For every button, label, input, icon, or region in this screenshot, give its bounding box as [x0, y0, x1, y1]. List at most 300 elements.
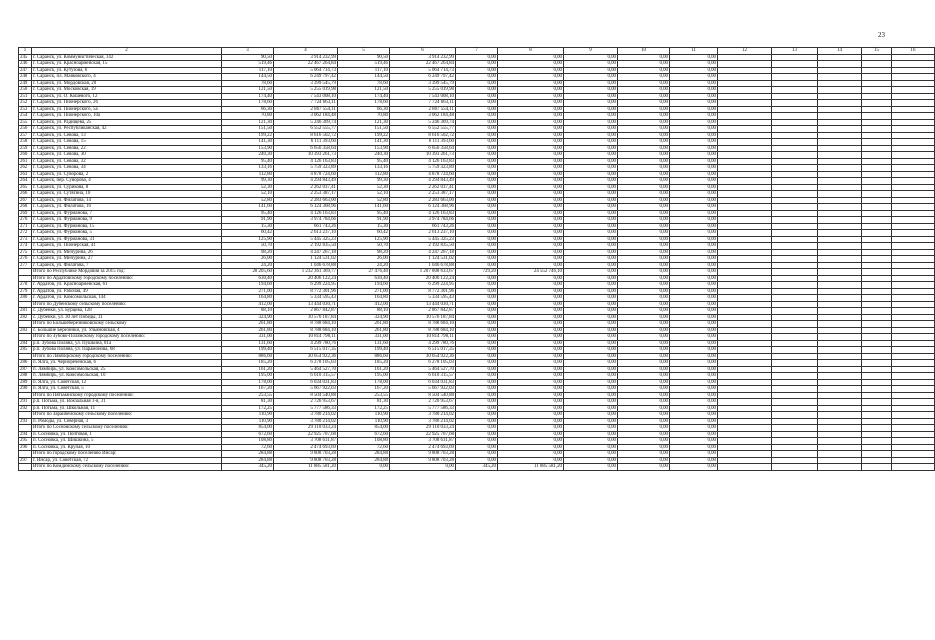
value-cell: 0,00	[670, 217, 718, 224]
value-cell: 0,00	[456, 204, 498, 211]
value-cell: 0,00	[670, 399, 718, 406]
address-cell: г. Саранск, ул. Мичурина, 27	[32, 256, 222, 263]
value-cell: 0,00	[564, 347, 618, 354]
value-cell: 161,20	[222, 366, 274, 373]
value-cell: 0,00	[618, 288, 670, 295]
value-cell: 0,00	[618, 392, 670, 399]
value-cell: 0,00	[498, 360, 564, 367]
value-cell: 0,00	[498, 399, 564, 406]
value-cell: 0,00	[564, 158, 618, 165]
total-label: Итого по Дубенскому сельскому поселению:	[32, 301, 222, 308]
value-cell: 0,00	[618, 223, 670, 230]
row-number: 246	[19, 61, 32, 68]
value-cell: 50,70	[222, 243, 274, 250]
value-cell: 0,00	[498, 425, 564, 432]
value-cell: 271,00	[222, 288, 274, 295]
value-cell: 0,00	[456, 178, 498, 185]
value-cell: 110,90	[222, 418, 274, 425]
value-cell: 0,00	[498, 204, 564, 211]
value-cell: 0,00	[564, 269, 618, 276]
value-cell: 8 788 684,10	[274, 327, 338, 334]
value-cell: 0,00	[564, 314, 618, 321]
value-cell: 0,00	[456, 197, 498, 204]
value-cell: 15,30	[222, 223, 274, 230]
value-cell: 0,00	[498, 106, 564, 113]
value-cell: 4 126 163,83	[390, 158, 456, 165]
value-cell: 0,00	[670, 145, 718, 152]
value-cell: 0,00	[670, 119, 718, 126]
value-cell: 0,00	[618, 158, 670, 165]
value-cell: 0,00	[564, 399, 618, 406]
address-cell: п. Лямбирь, ул. Комсомольская, 25	[32, 366, 222, 373]
value-cell: 0,00	[498, 282, 564, 289]
value-cell: 253,55	[222, 392, 274, 399]
row-number: 245	[19, 54, 32, 61]
value-cell: 6 610 315,57	[390, 373, 456, 380]
value-cell: 0,00	[618, 171, 670, 178]
value-cell: 854,00	[222, 425, 274, 432]
value-cell: 0,00	[670, 347, 718, 354]
value-cell: 5 064 714,73	[390, 67, 456, 74]
value-cell: 90,50	[338, 54, 390, 61]
value-cell: 0,00	[618, 373, 670, 380]
value-cell: 0,00	[498, 223, 564, 230]
value-cell: 0,00	[498, 100, 564, 107]
value-cell: 0,00	[498, 243, 564, 250]
value-cell: 2 192 835,50	[274, 243, 338, 250]
value-cell: 0,00	[618, 126, 670, 133]
value-cell: 52,10	[338, 191, 390, 198]
address-cell: г. Саранск, ул. Пионерского, 5а	[32, 106, 222, 113]
value-cell: 0,00	[670, 262, 718, 269]
value-cell: 0,00	[456, 210, 498, 217]
value-cell: 0,00	[618, 366, 670, 373]
column-header: 3	[222, 48, 274, 55]
value-cell: 0,00	[670, 438, 718, 445]
value-cell: 672,60	[338, 431, 390, 438]
value-cell: 0,00	[456, 308, 498, 315]
value-cell: 0,00	[670, 197, 718, 204]
value-cell: 0,00	[618, 67, 670, 74]
address-cell: г. Саранск, пл. Маяковского, 4	[32, 74, 222, 81]
value-cell: 0,00	[456, 288, 498, 295]
value-cell: 0,00	[670, 360, 718, 367]
value-cell: 0,00	[564, 425, 618, 432]
value-cell: 0,00	[498, 184, 564, 191]
value-cell: 0,00	[670, 74, 718, 81]
address-cell: г. Саранск, ул. Севова, 22	[32, 145, 222, 152]
value-cell: 0,00	[456, 184, 498, 191]
value-cell: 261,80	[338, 321, 390, 328]
row-number: 270	[19, 217, 32, 224]
value-cell: 0,00	[456, 314, 498, 321]
row-number: 289	[19, 379, 32, 386]
value-cell: 178,60	[338, 100, 390, 107]
row-number: 287	[19, 366, 32, 373]
value-cell: 20 406 122,24	[390, 275, 456, 282]
row-number: 250	[19, 87, 32, 94]
row-number: 295	[19, 438, 32, 445]
value-cell: 0,00	[618, 425, 670, 432]
value-cell: 1 046 678,88	[390, 262, 456, 269]
value-cell: 324,90	[338, 314, 390, 321]
value-cell: 0,00	[670, 275, 718, 282]
value-cell: 2 253 387,17	[390, 191, 456, 198]
value-cell: 0,00	[498, 347, 564, 354]
value-cell: 0,00	[564, 418, 618, 425]
value-cell: 3 914 232,99	[390, 54, 456, 61]
value-cell: 195,00	[338, 373, 390, 380]
value-cell: 0,00	[670, 230, 718, 237]
value-cell: 0,00	[456, 457, 498, 464]
value-cell: 121,50	[222, 87, 274, 94]
value-cell: 2 726 953,67	[390, 399, 456, 406]
column-header: 9	[564, 48, 618, 55]
value-cell: 10 576 187,84	[274, 314, 338, 321]
value-cell: 0,00	[498, 54, 564, 61]
value-cell: 0,00	[564, 145, 618, 152]
value-cell: 0,00	[618, 61, 670, 68]
value-cell: 0,00	[670, 314, 718, 321]
column-header: 4	[274, 48, 338, 55]
address-cell: п. Лямбирь, ул. Комсомольская, 10	[32, 373, 222, 380]
total-label: Итого по Комдинскому сельскому поселению:	[32, 464, 222, 471]
address-cell: г. Ардатов, ул. Красноармейская, 61	[32, 282, 222, 289]
value-cell: 153,90	[222, 145, 274, 152]
row-number: 268	[19, 204, 32, 211]
row-number: 259	[19, 145, 32, 152]
value-cell: 195,00	[222, 373, 274, 380]
value-cell: 0,00	[564, 178, 618, 185]
value-cell: 72,60	[222, 444, 274, 451]
value-cell: 0,00	[498, 93, 564, 100]
value-cell: 0,00	[456, 321, 498, 328]
value-cell: 0,00	[618, 165, 670, 172]
value-cell: 144,50	[222, 74, 274, 81]
value-cell: 0,00	[564, 327, 618, 334]
value-cell: 0,00	[498, 145, 564, 152]
value-cell: 20 406 122,24	[274, 275, 338, 282]
value-cell: 0,00	[498, 217, 564, 224]
value-cell: 0,00	[670, 301, 718, 308]
address-cell: р.п. Потьма, ул. Школьная, 11	[32, 405, 222, 412]
value-cell: 0,00	[456, 243, 498, 250]
value-cell: 5 246 369,74	[390, 119, 456, 126]
value-cell: 125,90	[338, 236, 390, 243]
value-cell: 2 613 237,10	[390, 230, 456, 237]
row-number: 281	[19, 308, 32, 315]
value-cell: 3 780 214,02	[390, 412, 456, 419]
value-cell: 0,00	[498, 87, 564, 94]
value-cell: 2 867 554,11	[390, 106, 456, 113]
value-cell: 0,00	[618, 178, 670, 185]
value-cell: 0,00	[670, 210, 718, 217]
address-cell: г. Саранск, ул. Суворова, 2	[32, 171, 222, 178]
row-number: 262	[19, 165, 32, 172]
value-cell: 141,60	[338, 204, 390, 211]
value-cell: 0,00	[498, 80, 564, 87]
value-cell: 0,00	[456, 223, 498, 230]
value-cell: 70,80	[338, 113, 390, 120]
value-cell: 331,00	[338, 334, 390, 341]
value-cell: 0,00	[456, 418, 498, 425]
value-cell: 0,00	[618, 87, 670, 94]
value-cell: 0,00	[564, 301, 618, 308]
value-cell: 11 885 581,20	[498, 464, 564, 471]
address-cell: г. Саранск, ул. Севова, 13	[32, 132, 222, 139]
address-cell: г. Саранск, ул. Севова, 30	[32, 152, 222, 159]
value-cell: 0,00	[456, 126, 498, 133]
address-cell: г. Саранск, ул. Мичурина, 26	[32, 249, 222, 256]
value-cell: 5 255 019,98	[274, 87, 338, 94]
value-cell: 0,00	[618, 353, 670, 360]
row-number: 247	[19, 67, 32, 74]
value-cell: 0,00	[498, 451, 564, 458]
value-cell: 0,00	[456, 106, 498, 113]
value-cell: 4 299 780,76	[390, 340, 456, 347]
column-header: 14	[818, 48, 862, 55]
value-cell: 1 046 678,88	[274, 262, 338, 269]
value-cell: 0,00	[670, 386, 718, 393]
value-cell: 0,00	[498, 67, 564, 74]
address-cell: г. Саранск, ул. Красноармейская, 15	[32, 61, 222, 68]
column-header: 13	[772, 48, 818, 55]
value-cell: 284,88	[222, 457, 274, 464]
value-cell: 0,00	[618, 139, 670, 146]
row-number: 277	[19, 262, 32, 269]
row-number: 278	[19, 282, 32, 289]
value-cell: 88,10	[338, 308, 390, 315]
value-cell: 185,20	[338, 360, 390, 367]
value-cell: 26,00	[222, 256, 274, 263]
value-cell: 0,00	[670, 288, 718, 295]
value-cell: 0,00	[564, 236, 618, 243]
value-cell: 0,00	[670, 334, 718, 341]
value-cell: 9 808 703,28	[390, 451, 456, 458]
value-cell: 4 878 724,60	[390, 171, 456, 178]
row-number: 251	[19, 93, 32, 100]
value-cell: 0,00	[670, 340, 718, 347]
value-cell: 185,20	[222, 360, 274, 367]
row-number: 286	[19, 360, 32, 367]
address-cell: г. Саранск, ул. Пионерская, 41	[32, 243, 222, 250]
address-cell: г. Саранск, ул. Кутузова, 6	[32, 67, 222, 74]
value-cell: 0,00	[498, 366, 564, 373]
value-cell: 0,00	[564, 464, 618, 471]
value-cell: 0,00	[498, 275, 564, 282]
data-table	[18, 47, 935, 471]
value-cell: 178,00	[338, 379, 390, 386]
value-cell: 117,10	[338, 67, 390, 74]
address-cell: г. Саранск, ул. Филатова, 7	[32, 262, 222, 269]
value-cell: 0,00	[456, 145, 498, 152]
value-cell: 0,00	[564, 444, 618, 451]
value-cell: 0,00	[670, 256, 718, 263]
value-cell: 78,60	[338, 80, 390, 87]
value-cell: 131,60	[338, 340, 390, 347]
value-cell: 0,00	[670, 191, 718, 198]
value-cell: 0,00	[456, 61, 498, 68]
value-cell: 0,00	[456, 379, 498, 386]
row-number: 269	[19, 210, 32, 217]
empty-cell	[772, 464, 818, 471]
value-cell: 72,60	[338, 444, 390, 451]
value-cell: 0,00	[618, 197, 670, 204]
value-cell: 6 034 031,83	[390, 379, 456, 386]
value-cell: 95,40	[222, 210, 274, 217]
value-cell: 0,00	[564, 204, 618, 211]
value-cell: 199,22	[338, 132, 390, 139]
empty-cell	[818, 464, 862, 471]
value-cell: 99,30	[222, 178, 274, 185]
value-cell: 0,00	[618, 457, 670, 464]
value-cell: 8 504 540,88	[390, 392, 456, 399]
value-cell: 0,00	[618, 184, 670, 191]
address-cell: г. Инсар, ул. Советская, 72	[32, 457, 222, 464]
value-cell: 13 444 030,71	[390, 301, 456, 308]
value-cell: 125,90	[222, 236, 274, 243]
value-cell: 0,00	[498, 61, 564, 68]
value-cell: 0,00	[670, 61, 718, 68]
value-cell: 0,00	[498, 191, 564, 198]
value-cell: 164,80	[222, 295, 274, 302]
value-cell: 0,00	[618, 152, 670, 159]
value-cell: 0,00	[456, 87, 498, 94]
value-cell: 0,00	[618, 217, 670, 224]
address-cell: г. Саранск, ул. Фурманова, 5	[32, 230, 222, 237]
value-cell: 0,00	[670, 418, 718, 425]
value-cell: 199,40	[338, 347, 390, 354]
row-number: 297	[19, 457, 32, 464]
value-cell: 0,00	[456, 249, 498, 256]
value-cell: 661 743,26	[274, 223, 338, 230]
value-cell: 0,00	[564, 405, 618, 412]
value-cell: 0,00	[618, 412, 670, 419]
row-number: 285	[19, 347, 32, 354]
value-cell: 0,00	[498, 308, 564, 315]
value-cell: 261,80	[222, 321, 274, 328]
value-cell: 98,20	[338, 249, 390, 256]
address-cell: г. Ардатов, ул. Рабочая, 49	[32, 288, 222, 295]
value-cell: 0,00	[456, 425, 498, 432]
value-cell: 0,00	[498, 178, 564, 185]
column-header: 7	[456, 48, 498, 55]
value-cell: 661 743,26	[390, 223, 456, 230]
value-cell: 98,20	[222, 249, 274, 256]
value-cell: 0,00	[618, 451, 670, 458]
value-cell: 0,00	[670, 223, 718, 230]
row-number: 264	[19, 178, 32, 185]
address-cell: г. Саранск, ул. Коммунистическая, 142	[32, 54, 222, 61]
value-cell: 0,00	[498, 119, 564, 126]
value-cell: 2 613 237,10	[274, 230, 338, 237]
value-cell: 0,00	[564, 288, 618, 295]
value-cell: 6 111 393,60	[274, 139, 338, 146]
value-cell: 121,50	[338, 87, 390, 94]
value-cell: 0,00	[618, 269, 670, 276]
value-cell: 0,00	[618, 340, 670, 347]
empty-cell	[718, 464, 772, 471]
value-cell: 10 393 261,73	[274, 152, 338, 159]
value-cell: 6 111 393,60	[390, 139, 456, 146]
value-cell: 2 262 037,41	[390, 184, 456, 191]
value-cell: 9 808 703,28	[274, 451, 338, 458]
value-cell: 0,00	[670, 451, 718, 458]
value-cell: 0,00	[564, 366, 618, 373]
address-cell: г. Саранск, ул. Мордовская, 20	[32, 80, 222, 87]
column-header: 1	[19, 48, 32, 55]
value-cell: 0,00	[456, 217, 498, 224]
value-cell: 0,00	[498, 321, 564, 328]
address-cell: г. Саранск, ул. Фурманова, 9	[32, 217, 222, 224]
table-row	[19, 464, 935, 471]
value-cell: 194,60	[222, 282, 274, 289]
value-cell: 0,00	[498, 113, 564, 120]
column-header: 5	[338, 48, 390, 55]
column-header: 16	[892, 48, 935, 55]
row-number: 292	[19, 405, 32, 412]
value-cell: 0,00	[618, 308, 670, 315]
value-cell: 0,00	[564, 340, 618, 347]
value-cell: 0,00	[456, 171, 498, 178]
value-cell: 0,00	[456, 438, 498, 445]
value-cell: 0,00	[498, 197, 564, 204]
value-cell: 0,00	[456, 236, 498, 243]
value-cell: 0,00	[564, 392, 618, 399]
row-number: 276	[19, 256, 32, 263]
value-cell: 0,00	[618, 347, 670, 354]
value-cell: 7 724 663,11	[390, 100, 456, 107]
value-cell: 412,00	[222, 301, 274, 308]
value-cell: 0,00	[618, 321, 670, 328]
value-cell: 0,00	[564, 74, 618, 81]
value-cell: 2 192 835,50	[390, 243, 456, 250]
value-cell: 0,00	[618, 74, 670, 81]
value-cell: 4 126 163,83	[274, 210, 338, 217]
value-cell: 52,30	[222, 184, 274, 191]
value-cell: 29 110 033,24	[274, 425, 338, 432]
value-cell: 0,00	[564, 353, 618, 360]
value-cell: 0,00	[670, 464, 718, 471]
value-cell: 8 788 684,10	[390, 327, 456, 334]
value-cell: 284,88	[338, 451, 390, 458]
value-cell: 0,00	[670, 158, 718, 165]
value-cell: 13 444 030,71	[274, 301, 338, 308]
value-cell: 112,80	[338, 171, 390, 178]
value-cell: 2 867 842,87	[274, 308, 338, 315]
value-cell: 0,00	[618, 100, 670, 107]
value-cell: 3 399 545,79	[390, 80, 456, 87]
value-cell: 10 814 798,11	[390, 334, 456, 341]
value-cell: 131,60	[222, 340, 274, 347]
value-cell: 0,00	[618, 418, 670, 425]
value-cell: 121,30	[222, 119, 274, 126]
address-cell: п. Сосновка, ул. Шишкина, 5	[32, 438, 222, 445]
address-cell: г. Саранск, ул. Фурманова, 15	[32, 223, 222, 230]
value-cell: 0,00	[670, 87, 718, 94]
value-cell: 0,00	[564, 275, 618, 282]
row-number: 275	[19, 249, 32, 256]
value-cell: 0,00	[456, 256, 498, 263]
value-cell: 0,00	[670, 444, 718, 451]
value-cell: 0,00	[498, 171, 564, 178]
row-number: 249	[19, 80, 32, 87]
table-body	[19, 48, 935, 471]
value-cell: 0,00	[618, 132, 670, 139]
value-cell: 0,00	[670, 93, 718, 100]
value-cell: 0,00	[456, 301, 498, 308]
empty-cell	[892, 464, 935, 471]
